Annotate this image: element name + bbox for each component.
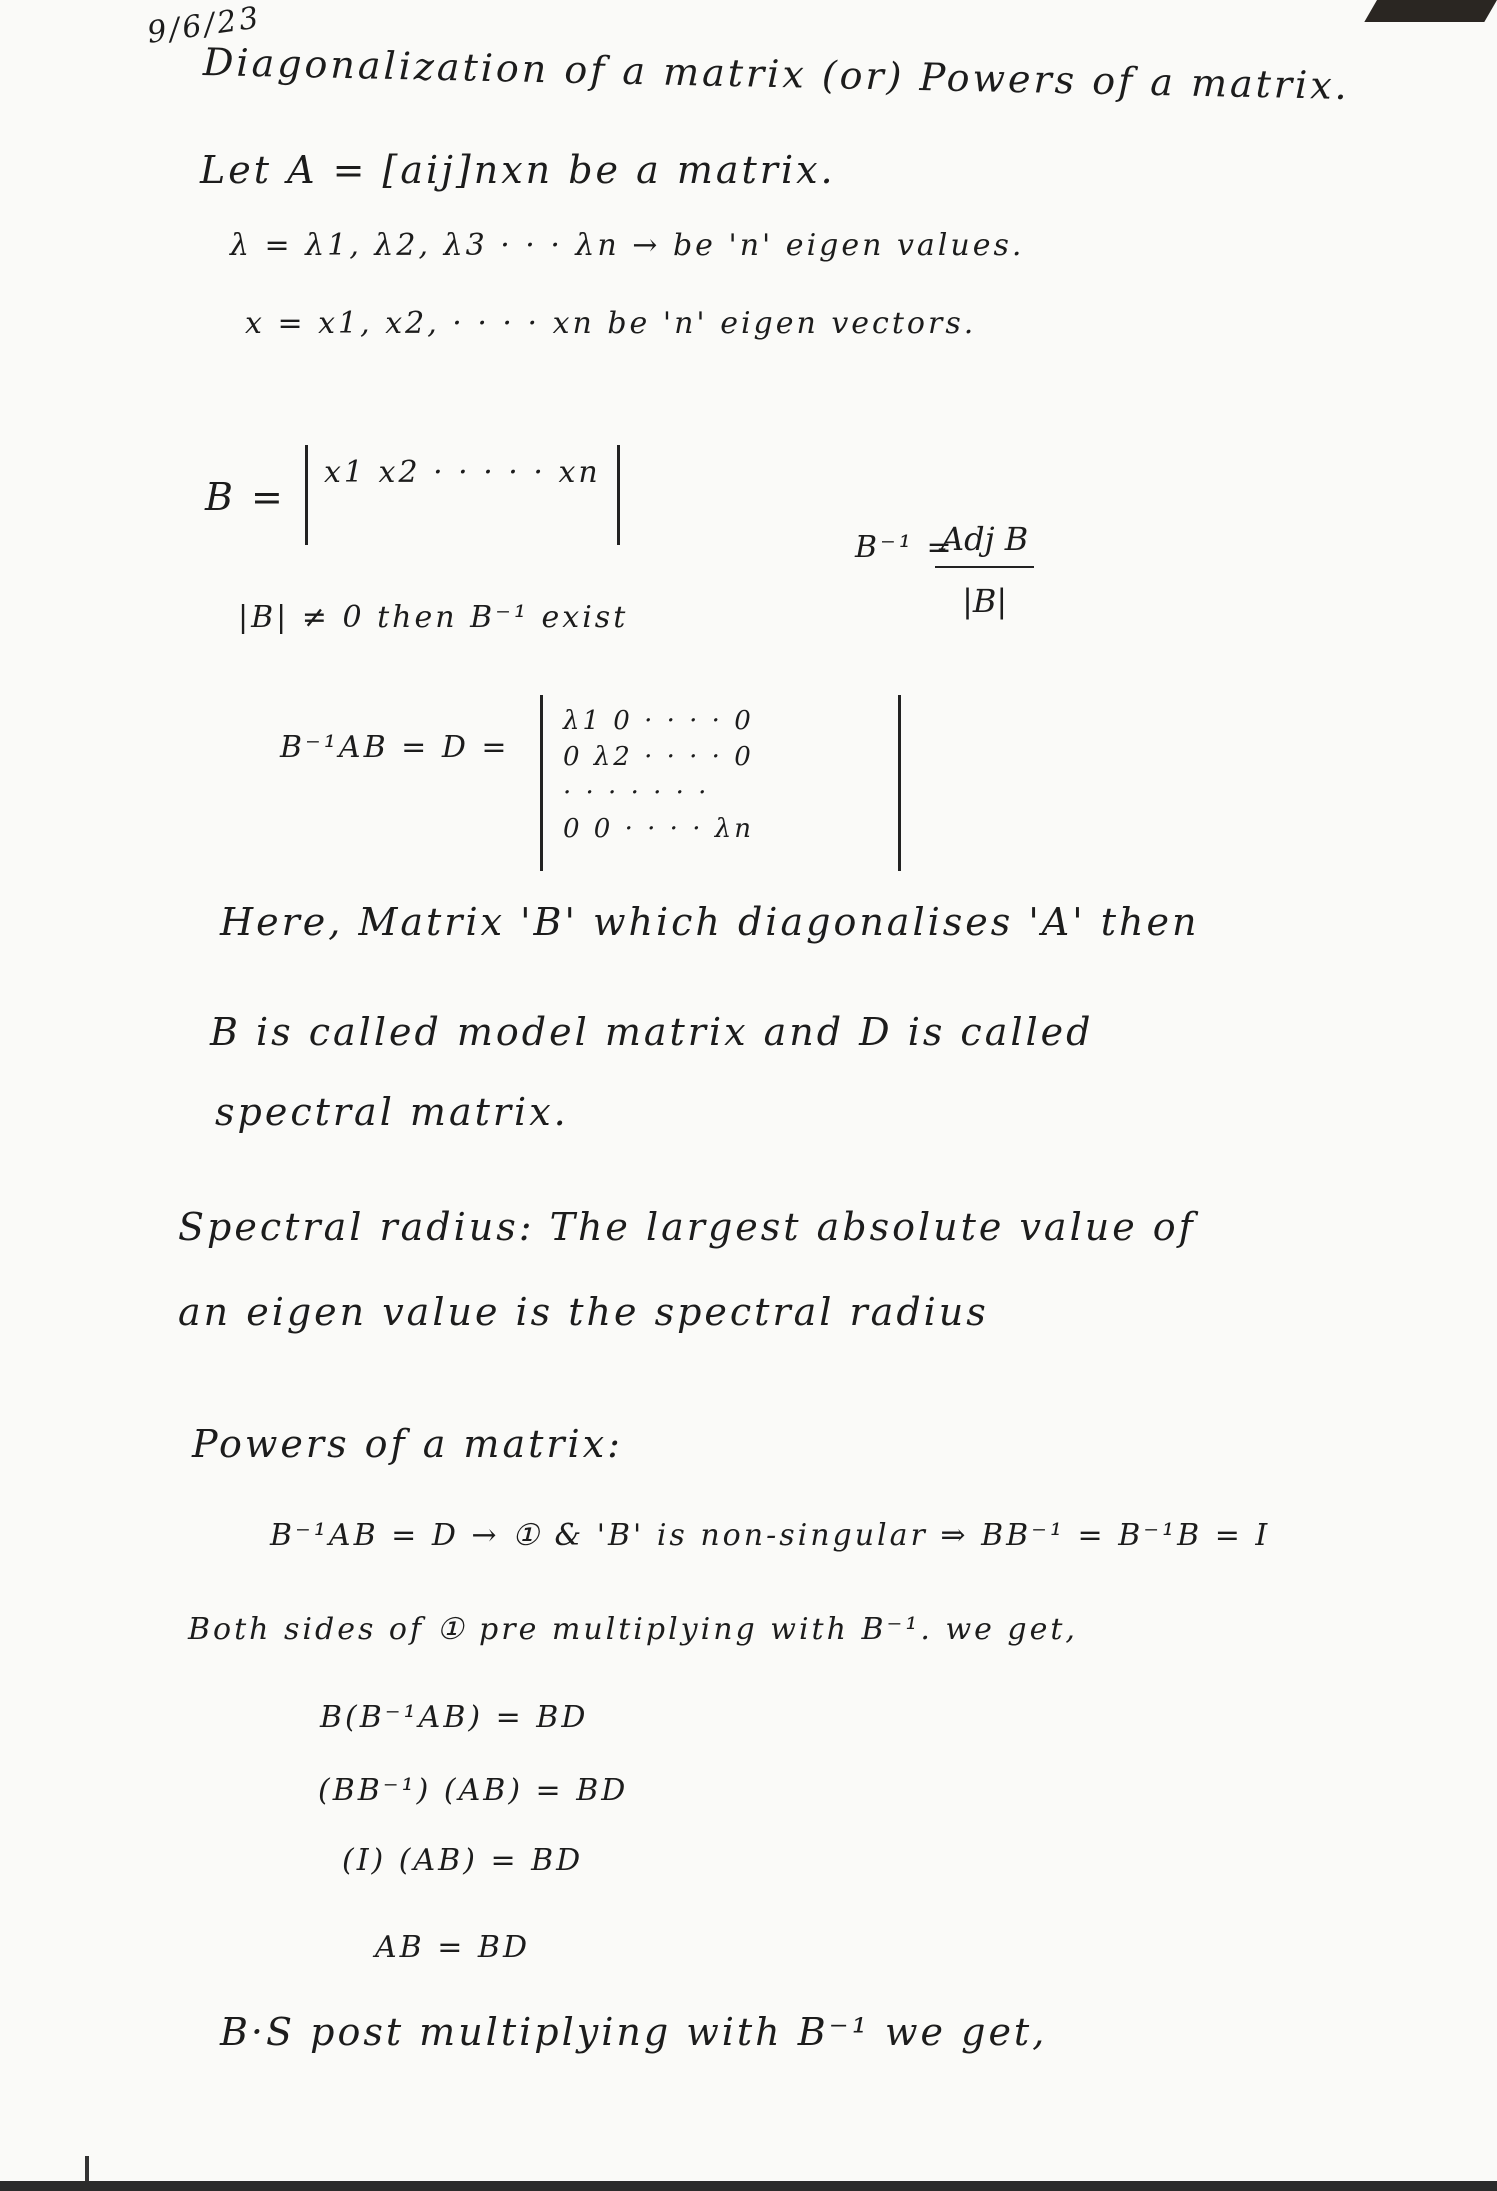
diagonal-equation: B⁻¹AB = D =: [280, 730, 510, 765]
section-heading-powers: Powers of a matrix:: [192, 1422, 623, 1466]
matrix-row: · · · · · · ·: [563, 778, 710, 808]
post-multiply-line: B·S post multiplying with B⁻¹ we get,: [220, 2010, 1048, 2054]
eigen-vectors-line: x = x1, x2, · · · · xn be 'n' eigen vectors.: [245, 306, 977, 341]
spectral-radius-definition-cont: an eigen value is the spectral radius: [178, 1290, 989, 1334]
b-inverse-fraction: [935, 520, 1034, 620]
matrix-definition: Let A = [aij]nxn be a matrix.: [200, 148, 836, 192]
fraction-denominator: |B|: [962, 582, 1008, 620]
matrix-row: 0 0 · · · · λn: [563, 814, 754, 844]
modal-matrix-line: Here, Matrix 'B' which diagonalises 'A' then: [220, 900, 1200, 944]
diagonal-matrix: [540, 695, 901, 871]
step-2: (BB⁻¹) (AB) = BD: [318, 1773, 629, 1808]
b-matrix: x1 x2 · · · · · xn: [305, 445, 620, 545]
step-1: B(B⁻¹AB) = BD: [320, 1700, 589, 1735]
pre-multiply-line: Both sides of ① pre multiplying with B⁻¹. we get,: [188, 1612, 1078, 1647]
step-3: (I) (AB) = BD: [342, 1843, 584, 1878]
fraction-numerator: Adj B: [935, 520, 1034, 568]
b-label: B =: [205, 475, 286, 519]
matrix-row: λ1 0 · · · · 0: [563, 706, 754, 736]
date: 9/6/23: [145, 0, 264, 51]
photo-edge-shadow: [1364, 0, 1497, 22]
matrix-row: 0 λ2 · · · · 0: [563, 742, 754, 772]
eigen-values-line: λ = λ1, λ2, λ3 · · · λn → be 'n' eigen values.: [230, 228, 1025, 263]
spectral-radius-definition: Spectral radius: The largest absolute value of: [178, 1205, 1196, 1249]
step-4: AB = BD: [375, 1930, 531, 1965]
spectral-matrix-line: spectral matrix.: [215, 1090, 569, 1134]
equation-1: B⁻¹AB = D → ① & 'B' is non-singular ⇒ BB⁻¹ = B⁻¹B = I: [270, 1518, 1271, 1553]
determinant-condition: |B| ≠ 0 then B⁻¹ exist: [238, 600, 629, 635]
photo-bottom-edge: [0, 2181, 1497, 2191]
called-line: B is called model matrix and D is called: [210, 1010, 1094, 1054]
page-title: Diagonalization of a matrix (or) Powers of a matrix.: [202, 40, 1351, 109]
b-inverse-label: B⁻¹ =: [855, 530, 955, 565]
